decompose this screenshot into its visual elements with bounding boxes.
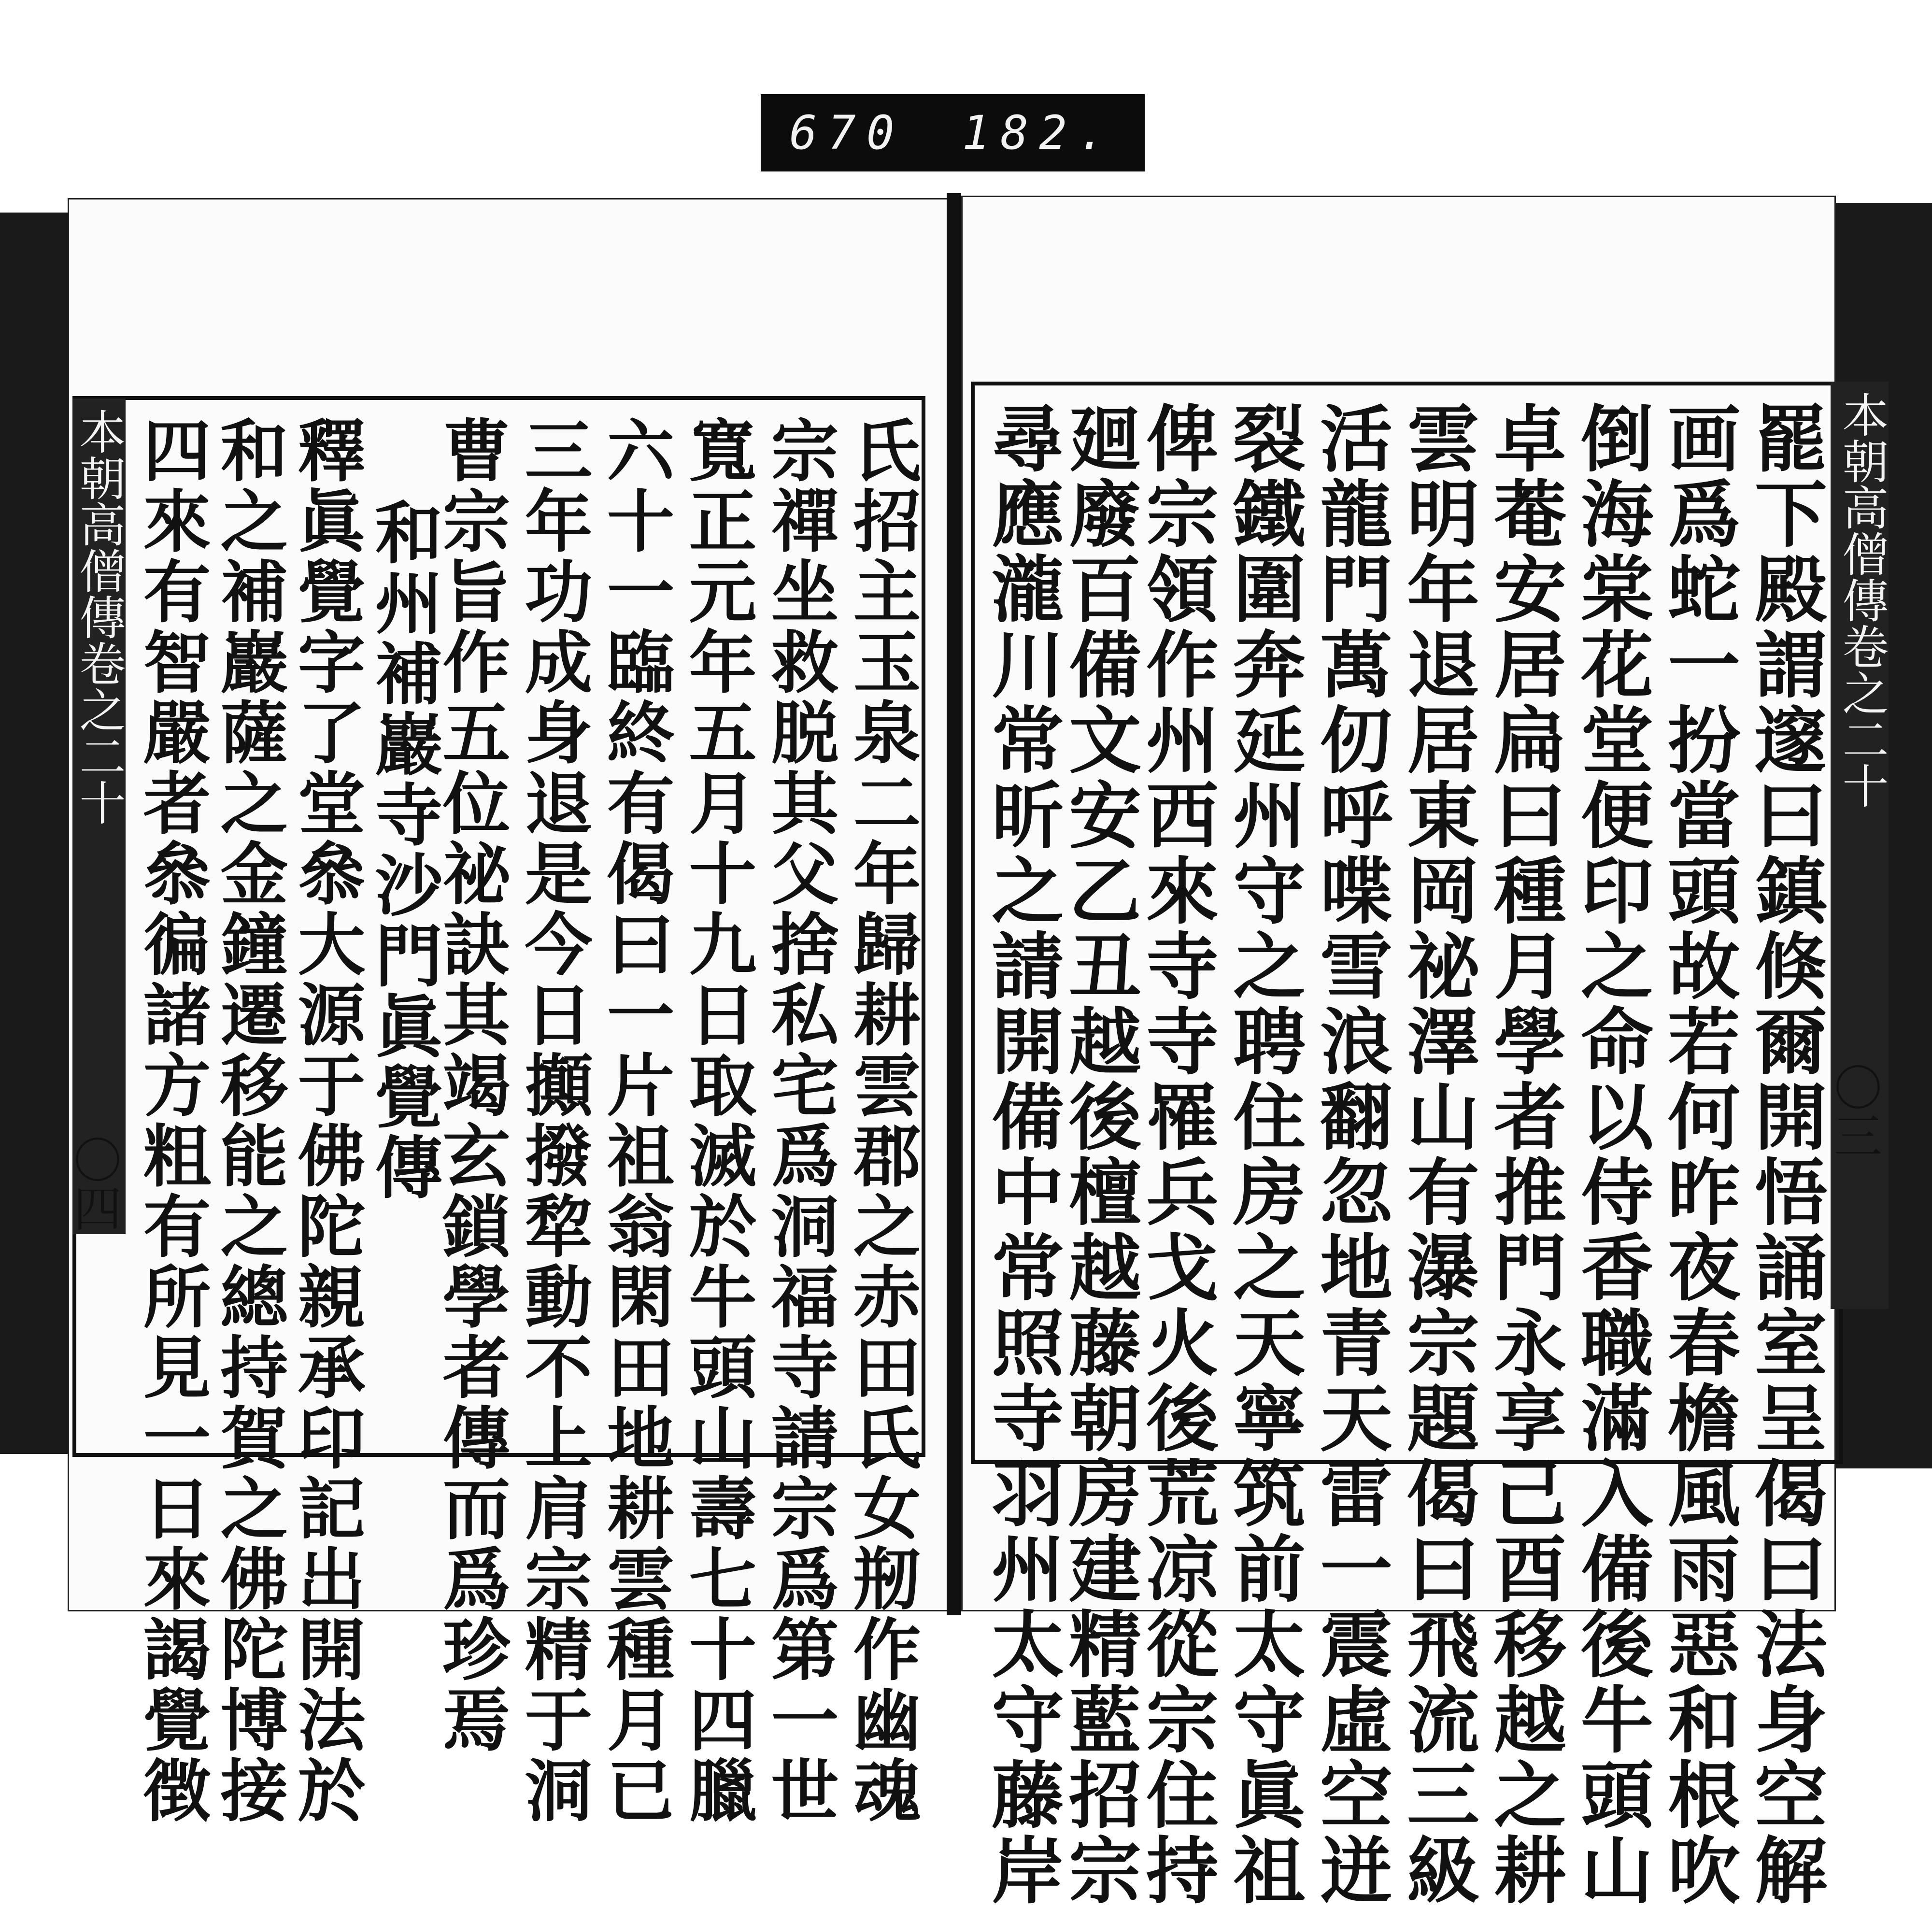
left-text-column: 寬正元年五月十九日取滅於牛頭山壽七十四臘 [678,415,757,1826]
left-margin-header: 本朝高僧傳卷之二十 [72,399,126,1234]
right-text-column: 罷下殿謂邃曰鎮倏爾開悟誦室呈偈曰法身空解 [1742,401,1827,1908]
left-folio-number: 〇四 [65,1135,122,1232]
left-text-column: 四來有智嚴者叅徧諸方粗有所見一日來謁覺徴 [132,415,211,1826]
right-margin-header: 本朝高僧傳卷之二十 [1831,382,1889,1309]
left-text-column: 六十一臨終有偈曰一片祖翁閑田地耕雲種月已 [596,415,675,1826]
left-text-column: 三年功成身退是今日攧撥犂動不上肩宗精于洞 [513,415,593,1826]
right-text-column: 活龍門萬仞呼喋雪浪翻忽地青天雷一震虛空迸 [1307,401,1392,1908]
right-folio-number: 〇三 [1826,1063,1882,1159]
left-section-heading: 和州補巖寺沙門眞覺傳 [364,498,443,1203]
left-text-column: 釋眞覺字了堂叅大源于佛陀親承印記出開法於 [286,415,366,1826]
left-text-column: 宗禪坐救脱其父捨私宅爲洞福寺請宗爲第一世 [760,415,839,1826]
label-right-number: 182. [962,106,1116,160]
right-text-column: 倒海棠花堂便印之命以侍香職滿入備後牛頭山 [1568,401,1653,1908]
left-text-column: 氏招主玉泉二年歸耕雲郡之赤田氏女剏作幽魂 [842,415,921,1826]
archive-label-plate [761,94,1145,171]
right-text-column: 尋應瀧川常昕之請開備中常照寺羽州太守藤岸 [979,401,1064,1908]
right-text-column: 俾宗領作州西來寺寺罹兵戈火後荒凉從宗住持 [1134,401,1219,1908]
right-text-column: 廻廢百備文安乙丑越後檀越藤朝房建精藍招宗 [1056,401,1141,1908]
left-text-column: 曹宗旨作五位祕訣其竭玄鎖學者傳而爲珍焉 [431,415,511,1755]
label-left-number: 670 [789,106,905,160]
right-text-column: 雲明年退居東岡祕澤山有瀑宗題偈曰飛流三級 [1394,401,1479,1908]
right-text-column: 裂鐵圍奔延州守之聘住房之天寧筑前太守眞祖 [1221,401,1306,1908]
right-text-column: 卓菴安居扁曰種月學者推門永享己酉移越之耕 [1481,401,1566,1908]
book-gutter [947,193,961,1615]
right-text-column: 画爲蛇一扮當頭故若何昨夜春檐風雨惡和根吹 [1655,401,1740,1908]
book-edge-left [0,213,68,1454]
left-text-column: 和之補巖薩之金鐘遷移能之總持賀之佛陀博接 [209,415,288,1826]
